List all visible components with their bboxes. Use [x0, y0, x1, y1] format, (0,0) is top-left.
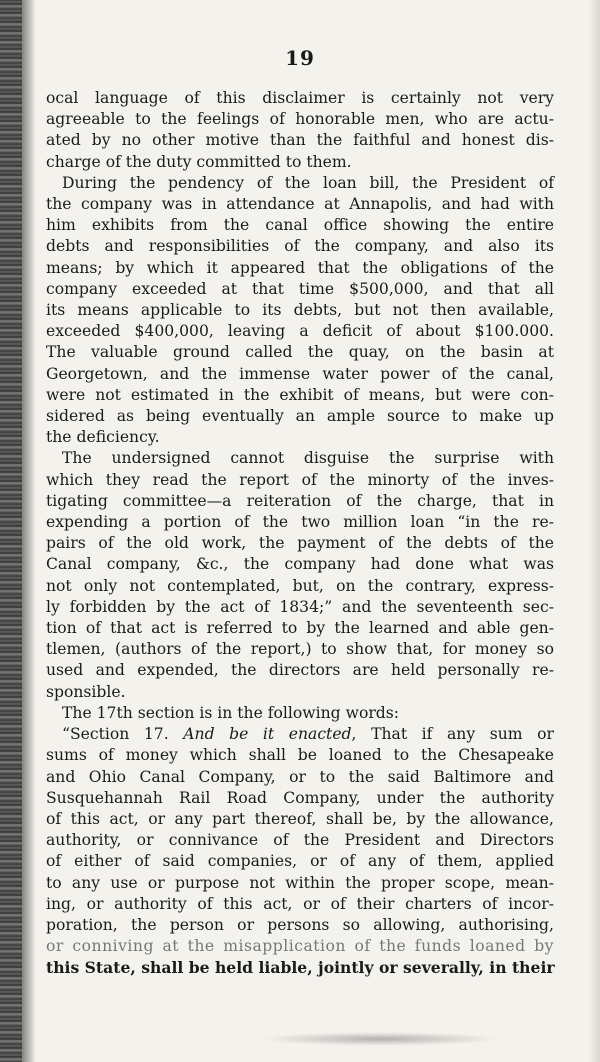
text-line: The undersigned cannot disguise the surprise with	[62, 449, 554, 468]
text-line: expending a portion of the two million loan “in the re-	[46, 513, 554, 532]
text-line: charge of the duty committed to them.	[46, 152, 352, 171]
text-line: sums of money which shall be loaned to the Chesapeake	[46, 746, 554, 765]
text-line: ated by no other motive than the faithful and honest dis-	[46, 131, 554, 150]
text-line: pairs of the old work, the payment of the debts of the	[46, 534, 554, 553]
book-binding-edge	[0, 0, 22, 1062]
text-line: During the pendency of the loan bill, the President of	[62, 173, 554, 192]
text-line: sponsible.	[46, 682, 126, 701]
text-line: tlemen, (authors of the report,) to show that, for money so	[46, 640, 554, 659]
page-edge-shadow	[588, 0, 600, 1062]
text-line: debts and responsibilities of the company, and also its	[46, 237, 554, 256]
print-smudge	[260, 1032, 500, 1046]
text-line: to any use or purpose not within the proper scope, mean-	[46, 873, 554, 892]
text-line: Canal company, &c., the company had done what was	[46, 555, 554, 574]
text-line: of either of said companies, or of any of them, applied	[46, 852, 554, 871]
text-line: authority, or connivance of the President and Directors	[46, 831, 554, 850]
text-line: company exceeded at that time $500,000, and that all	[46, 279, 554, 298]
text-line: or conniving at the misapplication of the funds loaned by	[46, 937, 554, 956]
text-line: ing, or authority of this act, or of their charters of incor-	[46, 894, 554, 913]
text-line: means; by which it appeared that the obligations of the	[46, 258, 554, 277]
text-line: this State, shall be held liable, jointly or severally, in their	[46, 958, 555, 978]
text-line: not only not contemplated, but, on the contrary, express-	[46, 576, 554, 595]
enacting-clause: And be it enacted	[183, 725, 352, 744]
text-line: “Section 17. And be it enacted, That if any sum or	[62, 725, 554, 744]
text-line: poration, the person or persons so allowing, authorising,	[46, 915, 554, 934]
text-line: ocal language of this disclaimer is certainly not very	[46, 89, 554, 107]
text-line: agreeable to the feelings of honorable men, who are actu-	[46, 110, 554, 129]
text-line: tion of that act is referred to by the learned and able gen-	[46, 619, 554, 638]
text-line: exceeded $400,000, leaving a deficit of about $100.000.	[46, 322, 554, 341]
text-line: him exhibits from the canal office showing the entire	[46, 216, 554, 235]
text-line: were not estimated in the exhibit of means, but were con-	[46, 385, 554, 404]
text-line: and Ohio Canal Company, or to the said Baltimore and	[46, 767, 554, 786]
binding-shadow	[22, 0, 36, 1062]
text-line: The 17th section is in the following words:	[62, 703, 400, 722]
text-line: ly forbidden by the act of 1834;” and the seventeenth sec-	[46, 597, 554, 616]
text-line: sidered as being eventually an ample source to make up	[46, 407, 554, 426]
text-line: tigating committee—a reiteration of the charge, that in	[46, 491, 554, 510]
text-line: Georgetown, and the immense water power of the canal,	[46, 364, 554, 383]
text-line: used and expended, the directors are held personally re-	[46, 661, 554, 680]
text-line: the deficiency.	[46, 428, 160, 447]
text-line: The valuable ground called the quay, on the basin at	[46, 343, 554, 362]
text-line: its means applicable to its debts, but not then available,	[46, 301, 554, 320]
text-line: Susquehannah Rail Road Company, under the authority	[46, 788, 554, 807]
page-number: 19	[285, 46, 315, 70]
text-line: which they read the report of the minorty of the inves-	[46, 470, 554, 489]
text-line: of this act, or any part thereof, shall be, by the allowance,	[46, 809, 554, 828]
text-line: the company was in attendance at Annapolis, and had with	[46, 195, 554, 214]
page-body-text	[46, 88, 554, 979]
